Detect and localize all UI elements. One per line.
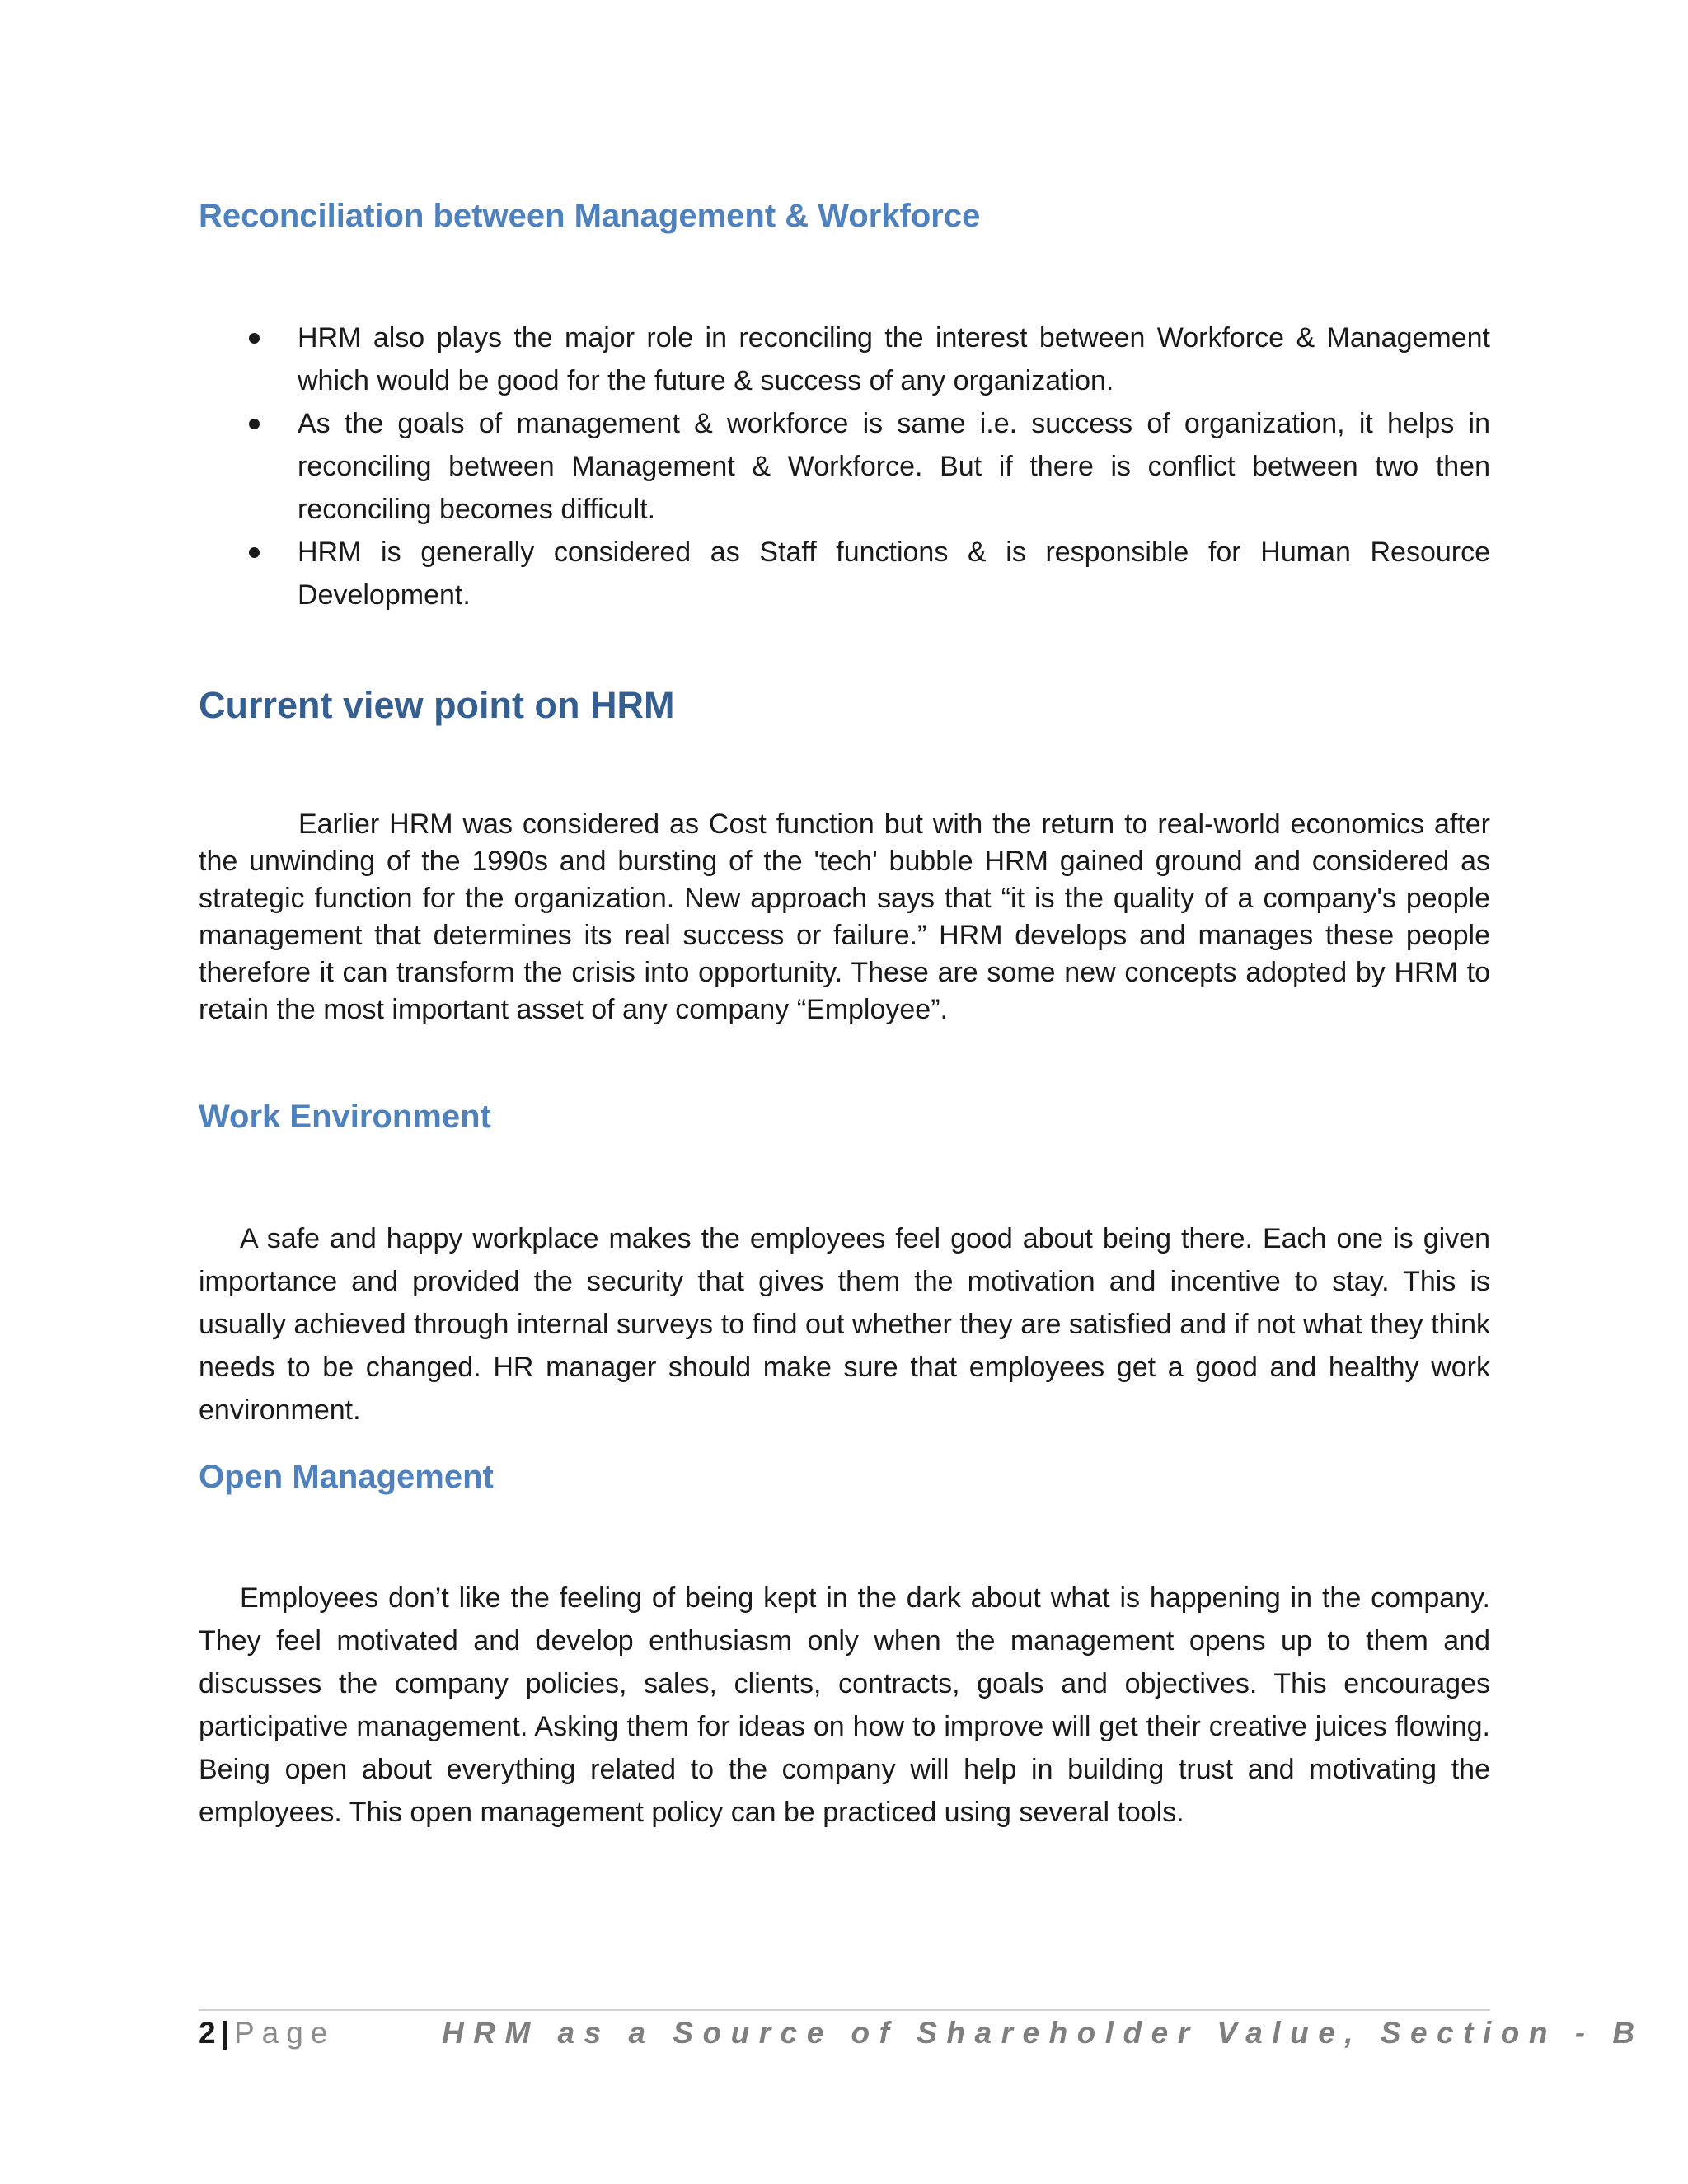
open-management-paragraph: Employees don’t like the feeling of being kept in the dark about what is happening in the company. They feel motivated and develop enthusiasm only when the management opens up to them and discusses the company policies, sales, clients, contracts, goals and objectives. This encourages participative management. Asking them for ideas on how to improve will get their creative juices flowing. Being open about everything related to the company will help in building trust and motivating the employees. This open management policy can be practiced using several tools. — [199, 1582, 1490, 1828]
work-environment-paragraph: A safe and happy workplace makes the employees feel good about being there. Each one is given importance and provided the security that gives them the motivation and incentive to stay. This is usually achieved through internal surveys to find out whether they are satisfied and if not what they think needs to be changed. HR manager should make sure that employees get a good and healthy work environment. — [199, 1223, 1490, 1426]
heading-reconciliation: Reconciliation between Management & Workforce — [199, 198, 981, 234]
list-item — [199, 402, 1490, 531]
bullet-text: HRM also plays the major role in reconciling the interest between Workforce & Management which would be good for the future & success of any organization. — [298, 322, 1490, 396]
page-label: Page — [233, 2016, 335, 2050]
list-item — [199, 316, 1490, 402]
bullet-text: HRM is generally considered as Staff functions & is responsible for Human Resource Development. — [298, 537, 1490, 611]
bullet-text: As the goals of management & workforce is same i.e. success of organization, it helps in reconciling between Management & Workforce. But if there is conflict between two then reconciling becomes difficult. — [298, 408, 1490, 525]
current-view-paragraph: Earlier HRM was considered as Cost function but with the return to real-world economics after the unwinding of the 1990s and bursting of the 'tech' bubble HRM gained ground and considered as strategic function for the organization. New approach says that “it is the quality of a company's people management that determines its real success or failure.” HRM develops and manages these people therefore it can transform the crisis into opportunity. These are some new concepts adopted by HRM to retain the most important asset of any company “Employee”. — [199, 808, 1490, 1025]
bullet-icon — [249, 333, 260, 344]
page-number: 2 — [199, 2016, 216, 2050]
heading-current-view: Current view point on HRM — [199, 684, 675, 726]
bullet-icon — [249, 547, 260, 558]
reconciliation-bullet-list — [199, 316, 1490, 616]
page-footer — [199, 2013, 1644, 2054]
document-page — [199, 0, 1644, 2184]
heading-open-management: Open Management — [199, 1459, 494, 1495]
bullet-icon — [249, 419, 260, 429]
footer-separator: | — [220, 2016, 229, 2050]
heading-work-environment: Work Environment — [199, 1099, 491, 1135]
list-item — [199, 531, 1490, 616]
footer-document-title: HRM as a Source of Shareholder Value, Section - B — [442, 2016, 1644, 2050]
footer-divider — [199, 2009, 1490, 2011]
